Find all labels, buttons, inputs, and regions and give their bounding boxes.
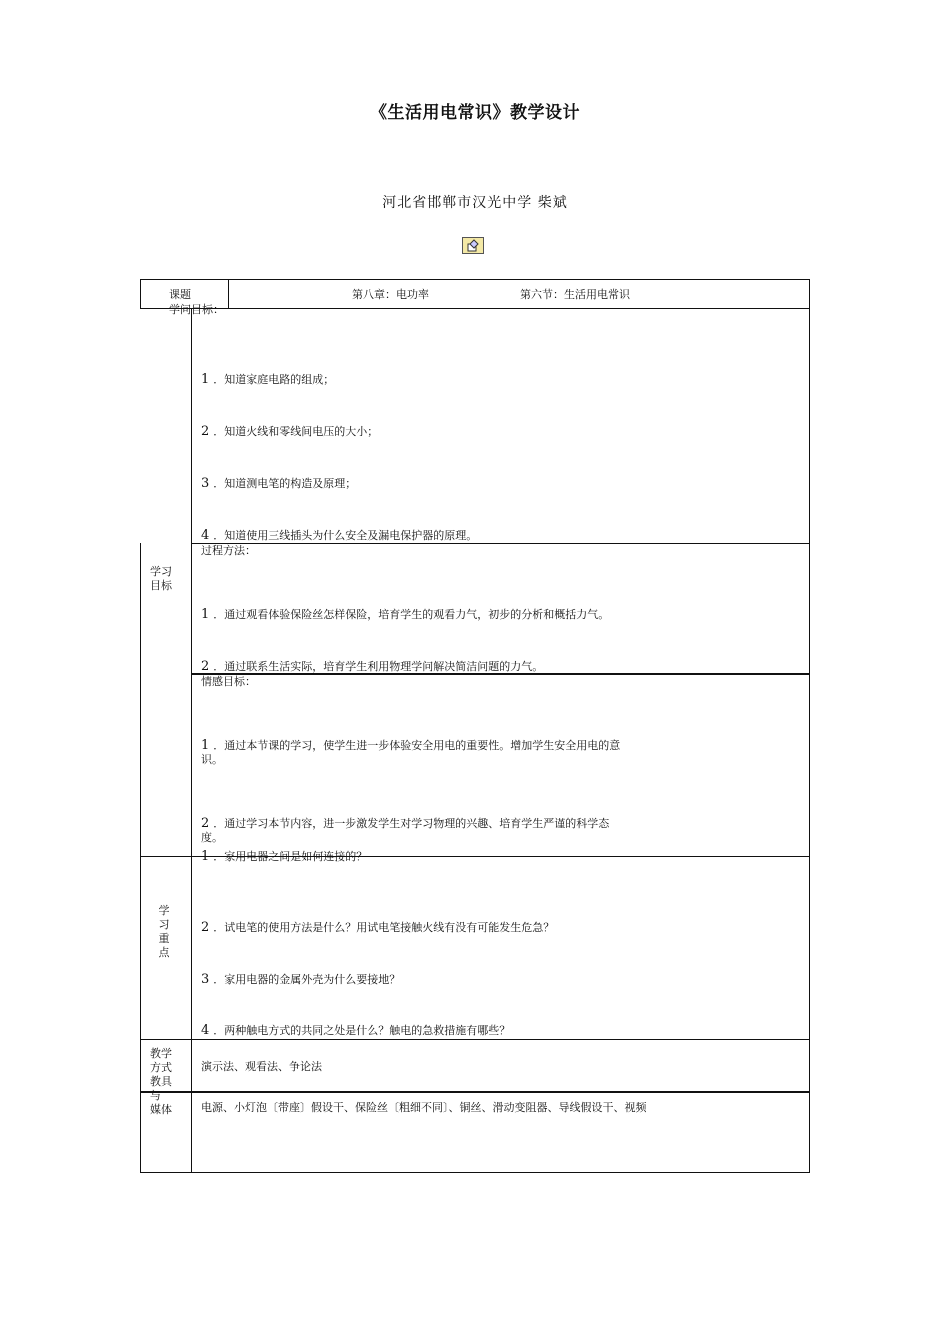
key-point-item: 1 ．家用电器之间是如何连接的？ (201, 849, 368, 864)
objectives-row-label: 学习 目标 (150, 565, 172, 592)
emotion-objective-item: 2 ．通过学习本节内容，进一步激发学生对学习物理的兴趣、培育学生严谨的科学态度。 (201, 816, 610, 844)
chapter-title: 第八章：电功率 (352, 288, 429, 301)
knowledge-objective-item: 3 ．知道测电笔的构造及原理； (201, 476, 357, 491)
key-points-row-label: 学习重点 (158, 904, 170, 959)
key-point-item: 3 ．家用电器的金属外壳为什么要接地？ (201, 972, 401, 987)
embedded-object-icon[interactable] (462, 237, 484, 254)
lesson-table (140, 279, 810, 1173)
package-icon (466, 239, 480, 253)
knowledge-objective-item: 4 ．知道使用三线插头为什么安全及漏电保护器的原理。 (201, 528, 478, 543)
key-point-item: 4 ．两种触电方式的共同之处是什么？触电的急救措施有哪些？ (201, 1023, 511, 1038)
emotion-objectives-heading: 情感目标： (201, 675, 256, 688)
key-point-item: 2 ．试电笔的使用方法是什么？用试电笔接触火线有没有可能发生危急？ (201, 920, 555, 935)
subject-label: 课题 (169, 288, 191, 301)
media-value: 电源、小灯泡〔带座〕假设干、保险丝〔粗细不同〕、铜丝、滑动变阻器、导线假设干、视频 (201, 1101, 647, 1114)
knowledge-objective-item: 2 ．知道火线和零线间电压的大小； (201, 424, 379, 439)
method-row-label: 教学 方式 (150, 1047, 172, 1074)
knowledge-objective-item: 1 ．知道家庭电路的组成； (201, 372, 335, 387)
emotion-objective-item: 1 ．通过本节课的学习，使学生进一步体验安全用电的重要性。增加学生安全用电的意识。 (201, 738, 621, 766)
knowledge-objectives-heading: 学问目标： (169, 303, 224, 316)
document-author: 河北省邯郸市汉光中学 柴斌 (382, 195, 568, 211)
process-objective-item: 2 ．通过联系生活实际，培育学生利用物理学问解决简洁问题的力气。 (201, 659, 544, 674)
process-objective-item: 1 ．通过观看体验保险丝怎样保险，培育学生的观看力气，初步的分析和概括力气。 (201, 607, 610, 622)
section-title: 第六节：生活用电常识 (520, 288, 630, 301)
method-value: 演示法、观看法、争论法 (201, 1060, 322, 1073)
process-objectives-heading: 过程方法： (201, 544, 256, 557)
document-title: 《生活用电常识》教学设计 (370, 103, 580, 123)
media-row-label: 教具 与 媒体 (150, 1075, 172, 1116)
